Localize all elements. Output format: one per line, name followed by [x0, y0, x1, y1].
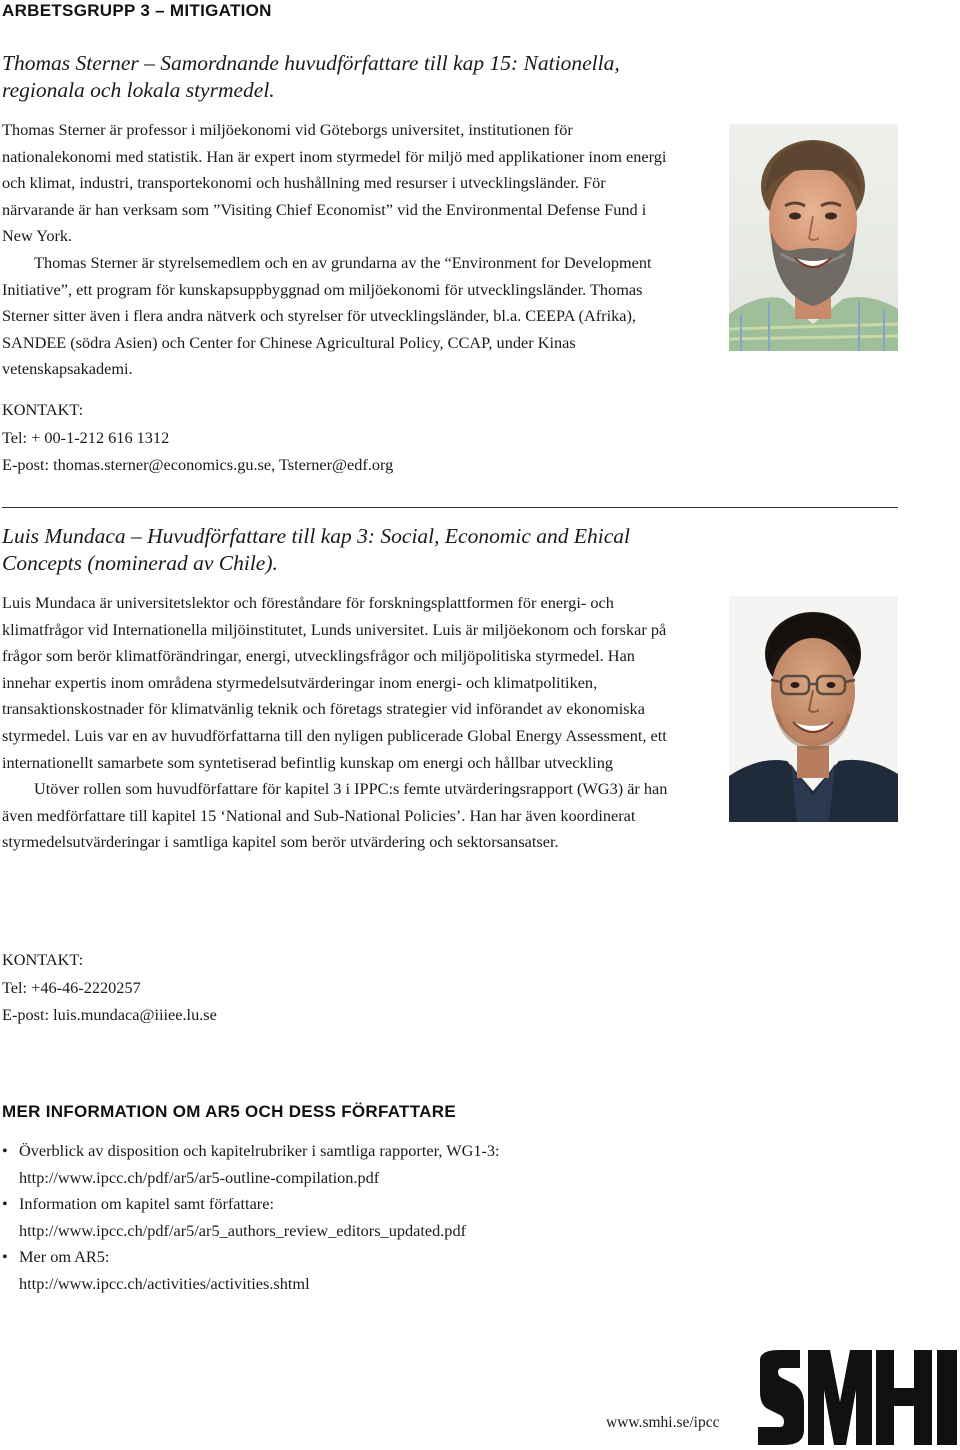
profile-paragraph: Utöver rollen som huvudförfattare för kapitel 3 i IPPC:s femte utvärderingsrapport (WG3) är han även medförfattare till kapitel 15 ‘National and Sub-National Policies’. Han har även koordinerat styrmedelsutvärderingar i samtliga kapitel som berör utvärdering och sektorsansatser. [2, 779, 668, 852]
list-item-url[interactable]: http://www.ipcc.ch/pdf/ar5/ar5-outline-compilation.pdf [19, 1167, 380, 1187]
contact-email: E-post: luis.mundaca@iiiee.lu.se [2, 1005, 217, 1024]
portrait-photo-mundaca [729, 596, 898, 822]
profile-title-mundaca: Luis Mundaca – Huvudförfattare till kap 3: Social, Economic and Ehical Concepts (nominerad av Chile). [2, 524, 630, 575]
section-divider [2, 507, 898, 508]
contact-label: KONTAKT: [2, 400, 84, 419]
list-item [2, 1191, 762, 1244]
smhi-logo [754, 1350, 960, 1450]
contact-tel: Tel: + 00-1-212 616 1312 [2, 427, 170, 447]
profile-body-sterner [2, 117, 667, 383]
profile-title-sterner: Thomas Sterner – Samordnande huvudförfattare till kap 15: Nationella, regionala och lokala styrmedel. [2, 51, 620, 102]
list-item [2, 1244, 762, 1297]
list-item-url[interactable]: http://www.ipcc.ch/pdf/ar5/ar5_authors_review_editors_updated.pdf [19, 1220, 467, 1240]
profile-paragraph: Thomas Sterner är styrelsemedlem och en av grundarna av the “Environment for Development Initiative”, ett program för kunskapsuppbyggnad om miljöekonomi för utvecklingsländer. Thomas Sterner sitter även i flera andra nätverk och styrelser för utvecklingsländer, bl.a. CEEPA (Afrika), SANDEE (södra Asien) och Center for Chinese Agricultural Policy, CCAP, under Kinas vetenskapsakademi. [2, 252, 652, 379]
contact-label: KONTAKT: [2, 950, 84, 969]
section-heading-more-info: MER INFORMATION OM AR5 OCH DESS FÖRFATTARE [2, 1102, 456, 1121]
profile-body-mundaca [2, 590, 674, 856]
profile-paragraph: Luis Mundaca är universitetslektor och föreståndare för forskningsplattformen för energi- och klimatfrågor vid Internationella miljöinstitutet, Lunds universitet. Luis är miljöekonom och forskar på frågor som berör klimatförändringar, energi, utvecklingsfrågor och miljöpolitiska styrmedel. Han innehar expertis inom områdena styrmedelsutvärderingar inom energi- och klimatpolitiken, transaktionskostnader för klimatvänlig teknik och företags strategier vid införandet av ekonomiska styrmedel. Luis var en av huvudförfattarna till den nyligen publicerade Global Energy Assessment, ett internationellt samarbete som syntetiserad befintlig kunskap om energi och hållbar utveckling [2, 593, 667, 772]
list-item-text: Information om kapitel samt författare: [19, 1194, 274, 1214]
contact-block-mundaca [2, 946, 217, 1029]
contact-block-sterner [2, 396, 393, 479]
list-item-text: Mer om AR5: [19, 1247, 110, 1267]
list-item [2, 1138, 762, 1191]
bullet: • [2, 1141, 8, 1160]
footer-url[interactable]: www.smhi.se/ipcc [606, 1414, 720, 1431]
contact-email: E-post: thomas.sterner@economics.gu.se, Tsterner@edf.org [2, 455, 394, 474]
section-heading-mitigation: ARBETSGRUPP 3 – MITIGATION [2, 1, 272, 20]
bullet: • [2, 1194, 8, 1214]
list-item-text: Överblick av disposition och kapitelrubriker i samtliga rapporter, WG1-3: [19, 1141, 500, 1160]
profile-paragraph: Thomas Sterner är professor i miljöekonomi vid Göteborgs universitet, institutionen för nationalekonomi med statistik. Han är expert inom styrmedel för miljö med applikationer inom energi och klimat, industri, transportekonomi och hushållning med resurser i utvecklingsländer. För närvarande är han verksam som ”Visiting Chief Economist” vid the Environmental Defense Fund i New York. [2, 120, 667, 246]
info-link-list [2, 1138, 762, 1298]
bullet: • [2, 1247, 8, 1267]
portrait-photo-sterner [729, 124, 898, 351]
list-item-url[interactable]: http://www.ipcc.ch/activities/activities.shtml [19, 1273, 310, 1293]
contact-tel: Tel: +46-46-2220257 [2, 977, 141, 997]
